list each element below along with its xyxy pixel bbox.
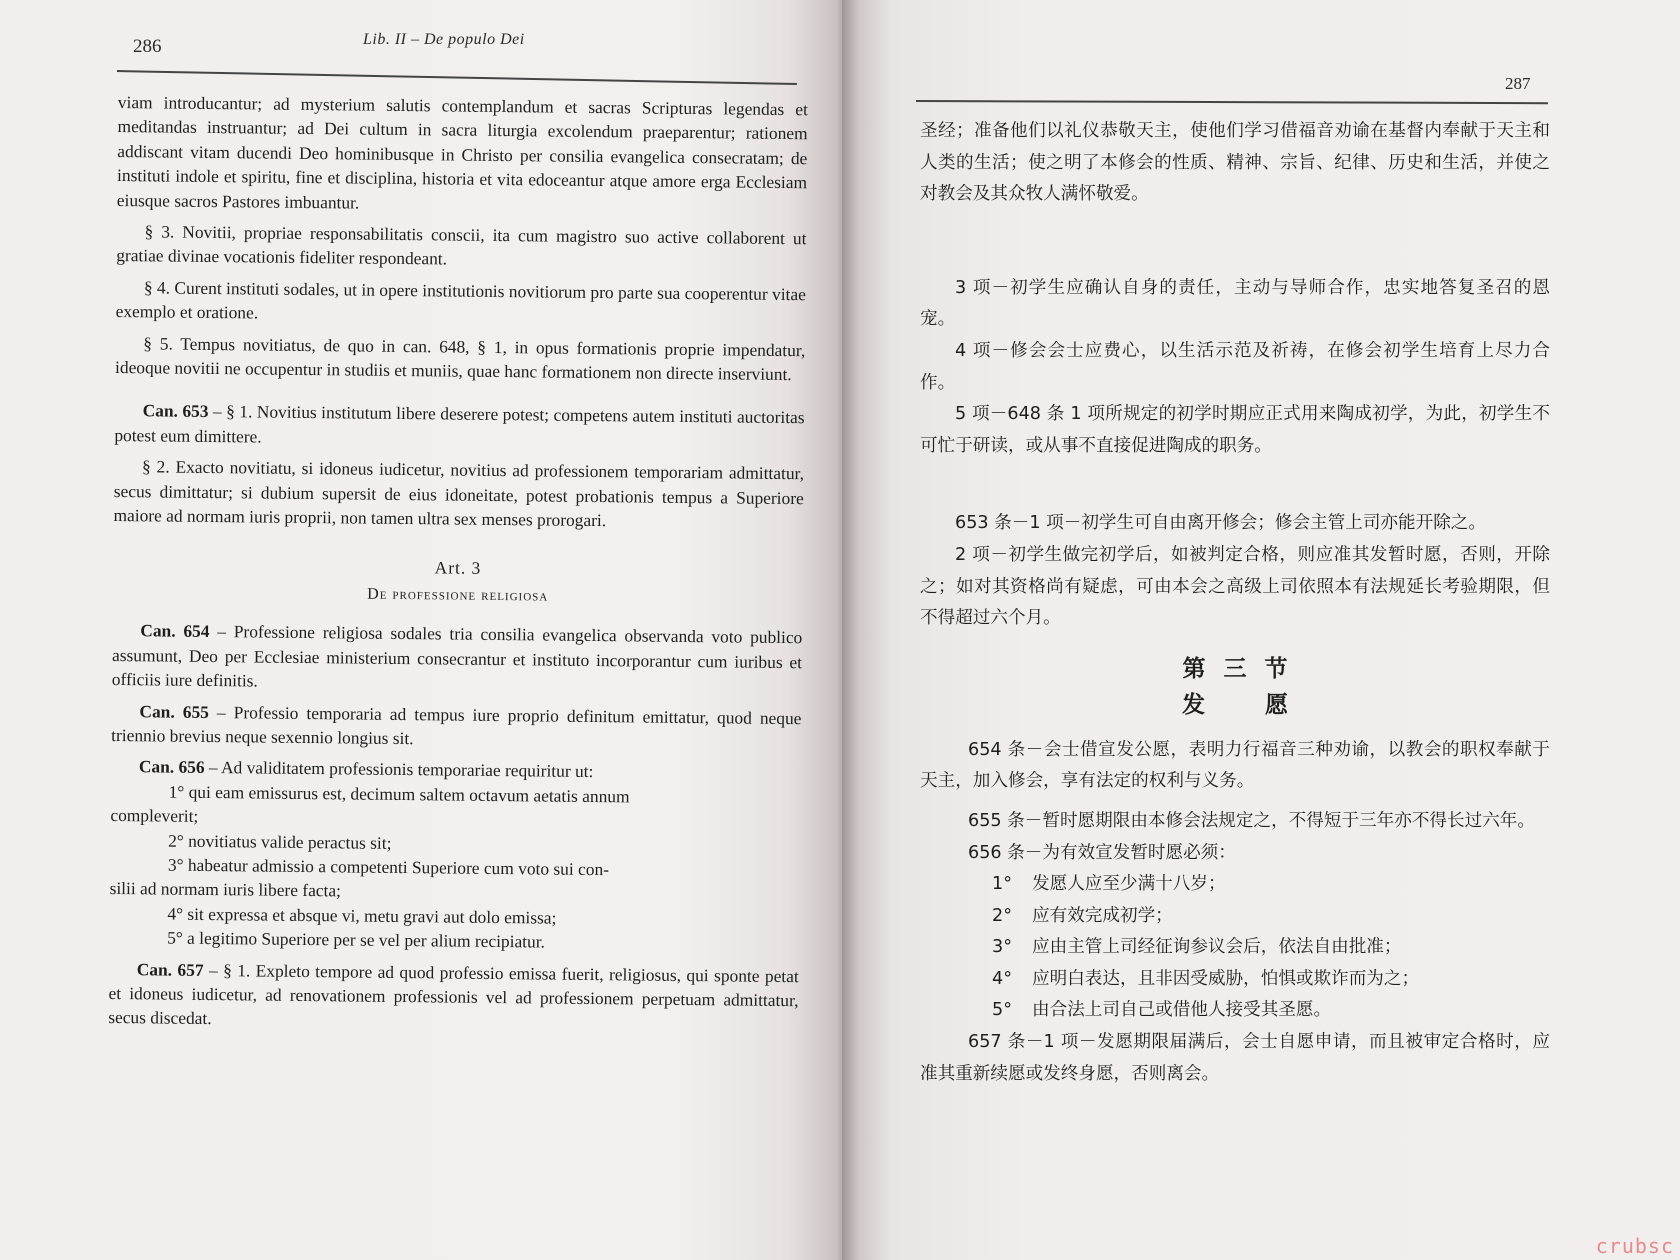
chinese-paragraph-7: 654 条－会士借宣发公愿，表明力行福音三种劝谕，以教会的职权奉献于天主，加入修会，享有法定的权利与义务。: [920, 739, 1550, 792]
chinese-paragraph-3: 4 项－修会会士应费心，以生活示范及祈祷，在修会初学生培育上尽力合作。: [920, 340, 1550, 393]
latin-paragraph-3: § 4. Curent instituti sodales, ut in opere institutionis novitiorum pro parte sua cooperentur vitae exemplo et oratione.: [115, 277, 807, 323]
right-page-text: [920, 116, 1550, 1090]
canon-655: Can. 655 – Professio temporaria ad tempus iure proprio definitum emittatur, quod neque triennio brevius neque sexennio longius sit.: [111, 700, 802, 749]
watermark: crubsc: [1595, 1234, 1674, 1258]
chinese-paragraph-10: 657 条－1 项－发愿期限届满后，会士自愿申请，而且被审定合格时，应准其重新续愿或发终身愿，否则离会。: [920, 1032, 1550, 1084]
chinese-paragraph-5: 653 条－1 项－初学生可自由离开修会；修会主管上司亦能开除之。: [955, 513, 1486, 534]
chinese-paragraph-4: 5 项－648 条 1 项所规定的初学时期应正式用来陶成初学，为此，初学生不可忙于研读，或从事不直接促进陶成的职务。: [920, 404, 1550, 456]
canon-656-cn-item-1: 1° 发愿人应至少满十八岁；: [992, 874, 1226, 895]
left-page-text: [108, 90, 808, 1044]
chinese-paragraph-1: 圣经；准备他们以礼仪恭敬天主，使他们学习借福音劝谕在基督内奉献于天主和人类的生活；使之明了本修会的性质、精神、宗旨、纪律、历史和生活，并使之对教会及其众牧人满怀敬爱。: [920, 121, 1550, 205]
canon-653-p2: § 2. Exacto novitiatu, si idoneus iudicetur, novitius ad professionem temporariam admittatur, secus dimittatur; si dubium supersit de eius idoneitate, potest probationis tempus a Superiore maiore ad normam iuris proprii, non tamen ultra sex menses prorogari.: [113, 456, 805, 531]
chinese-paragraph-6: 2 项－初学生做完初学后，如被判定合格，则应准其发暂时愿，否则，开除之；如对其资格尚有疑虑，可由本会之高级上司依照本有法规延长考验期限，但不得超过六个月。: [920, 544, 1550, 629]
canon-657: Can. 657 – § 1. Expleto tempore ad quod professio emissa fuerit, religiosus, qui sponte petat et idoneus iudicetur, ad renovationem professionis vel ad professionem perpetuam admittatur, secus discedat.: [108, 958, 799, 1029]
article-title: Art. 3: [434, 556, 482, 578]
canon-653-p1: Can. 653 – § 1. Novitius institutum libere deserere potest; competens autem instituti auctoritas potest eum dimittere.: [114, 400, 805, 447]
canon-656-item-1: 1° qui eam emissurus est, decimum saltem octavum aetatis annum: [168, 781, 630, 807]
canon-656-item-2: 2° novitiatus valide peractus sit;: [168, 830, 392, 853]
canon-656: Can. 656 – Ad validitatem professionis temporariae requiritur ut:: [138, 756, 594, 782]
canon-656-item-3-cont: silii ad normam iuris libere facta;: [109, 878, 342, 901]
latin-paragraph-2: § 3. Novitii, propriae responsabilitatis conscii, ita cum magistro suo active collaborent ut gratiae divinae vocationis fideliter respondeant.: [116, 221, 807, 269]
latin-paragraph-4: § 5. Tempus novitiatus, de quo in can. 648, § 1, in opus formationis proprie impendatur, ideoque novitii ne occupentur in studiis et muniis, quae hanc formationem non directe inserviunt.: [114, 332, 806, 385]
article-subtitle: De professione religiosa: [367, 585, 549, 605]
chinese-paragraph-9: 656 条－为有效宣发暂时愿必须：: [968, 842, 1236, 863]
right-page-number: 287: [1505, 74, 1531, 93]
canon-656-cn-item-3: 3° 应由主管上司经征询参议会后，依法自由批准；: [992, 937, 1402, 958]
canon-656-item-1-cont: compleverit;: [110, 805, 199, 827]
canon-656-cn-item-4: 4° 应明白表达，且非因受威胁，怕惧或欺诈而为之；: [992, 968, 1420, 989]
section-subtitle: 发愿: [1182, 691, 1348, 718]
chinese-paragraph-2: 3 项－初学生应确认自身的责任，主动与导师合作，忠实地答复圣召的恩宠。: [920, 277, 1550, 330]
chinese-paragraph-8: 655 条－暂时愿期限由本修会法规定之，不得短于三年亦不得长过六年。: [968, 810, 1535, 831]
canon-653-label: Can. 653: [142, 400, 209, 422]
canon-654: Can. 654 – Professione religiosa sodales tria consilia evangelica observanda voto publico assumunt, Deo per Ecclesiae ministerium consecrantur et instituto incorporantur cum iuribus et officiis iure definitis.: [111, 620, 803, 691]
left-running-head: Lib. II – De populo Dei: [363, 31, 525, 48]
left-page-number: 286: [133, 36, 162, 57]
canon-656-cn-item-5: 5° 由合法上司自己或借他人接受其圣愿。: [992, 1000, 1332, 1021]
canon-656-item-5: 5° a legitimo Superiore per se vel per alium recipiatur.: [167, 927, 546, 952]
section-title: 第三节: [1182, 655, 1306, 682]
latin-paragraph-1: viam introducantur; ad mysterium salutis contemplandum et sacras Scripturas legendas et meditandas instruantur; ad Dei cultum in sacra liturgia excolendum praeparentur; rationem addiscant vitam ducendi Deo hominibusque in Christo per consilia evangelica consecratam; de instituti indole et spiritu, fine et disciplina, historia et vita edoceantur atque amore erga Ecclesiam eiusque sacros Pastores imbuantur.: [116, 91, 808, 213]
canon-656-item-3: 3° habeatur admissio a competenti Superiore cum voto sui con-: [167, 854, 610, 880]
canon-656-cn-item-2: 2° 应有效完成初学；: [992, 905, 1173, 926]
canon-656-item-4: 4° sit expressa et absque vi, metu gravi aut dolo emissa;: [167, 903, 557, 928]
